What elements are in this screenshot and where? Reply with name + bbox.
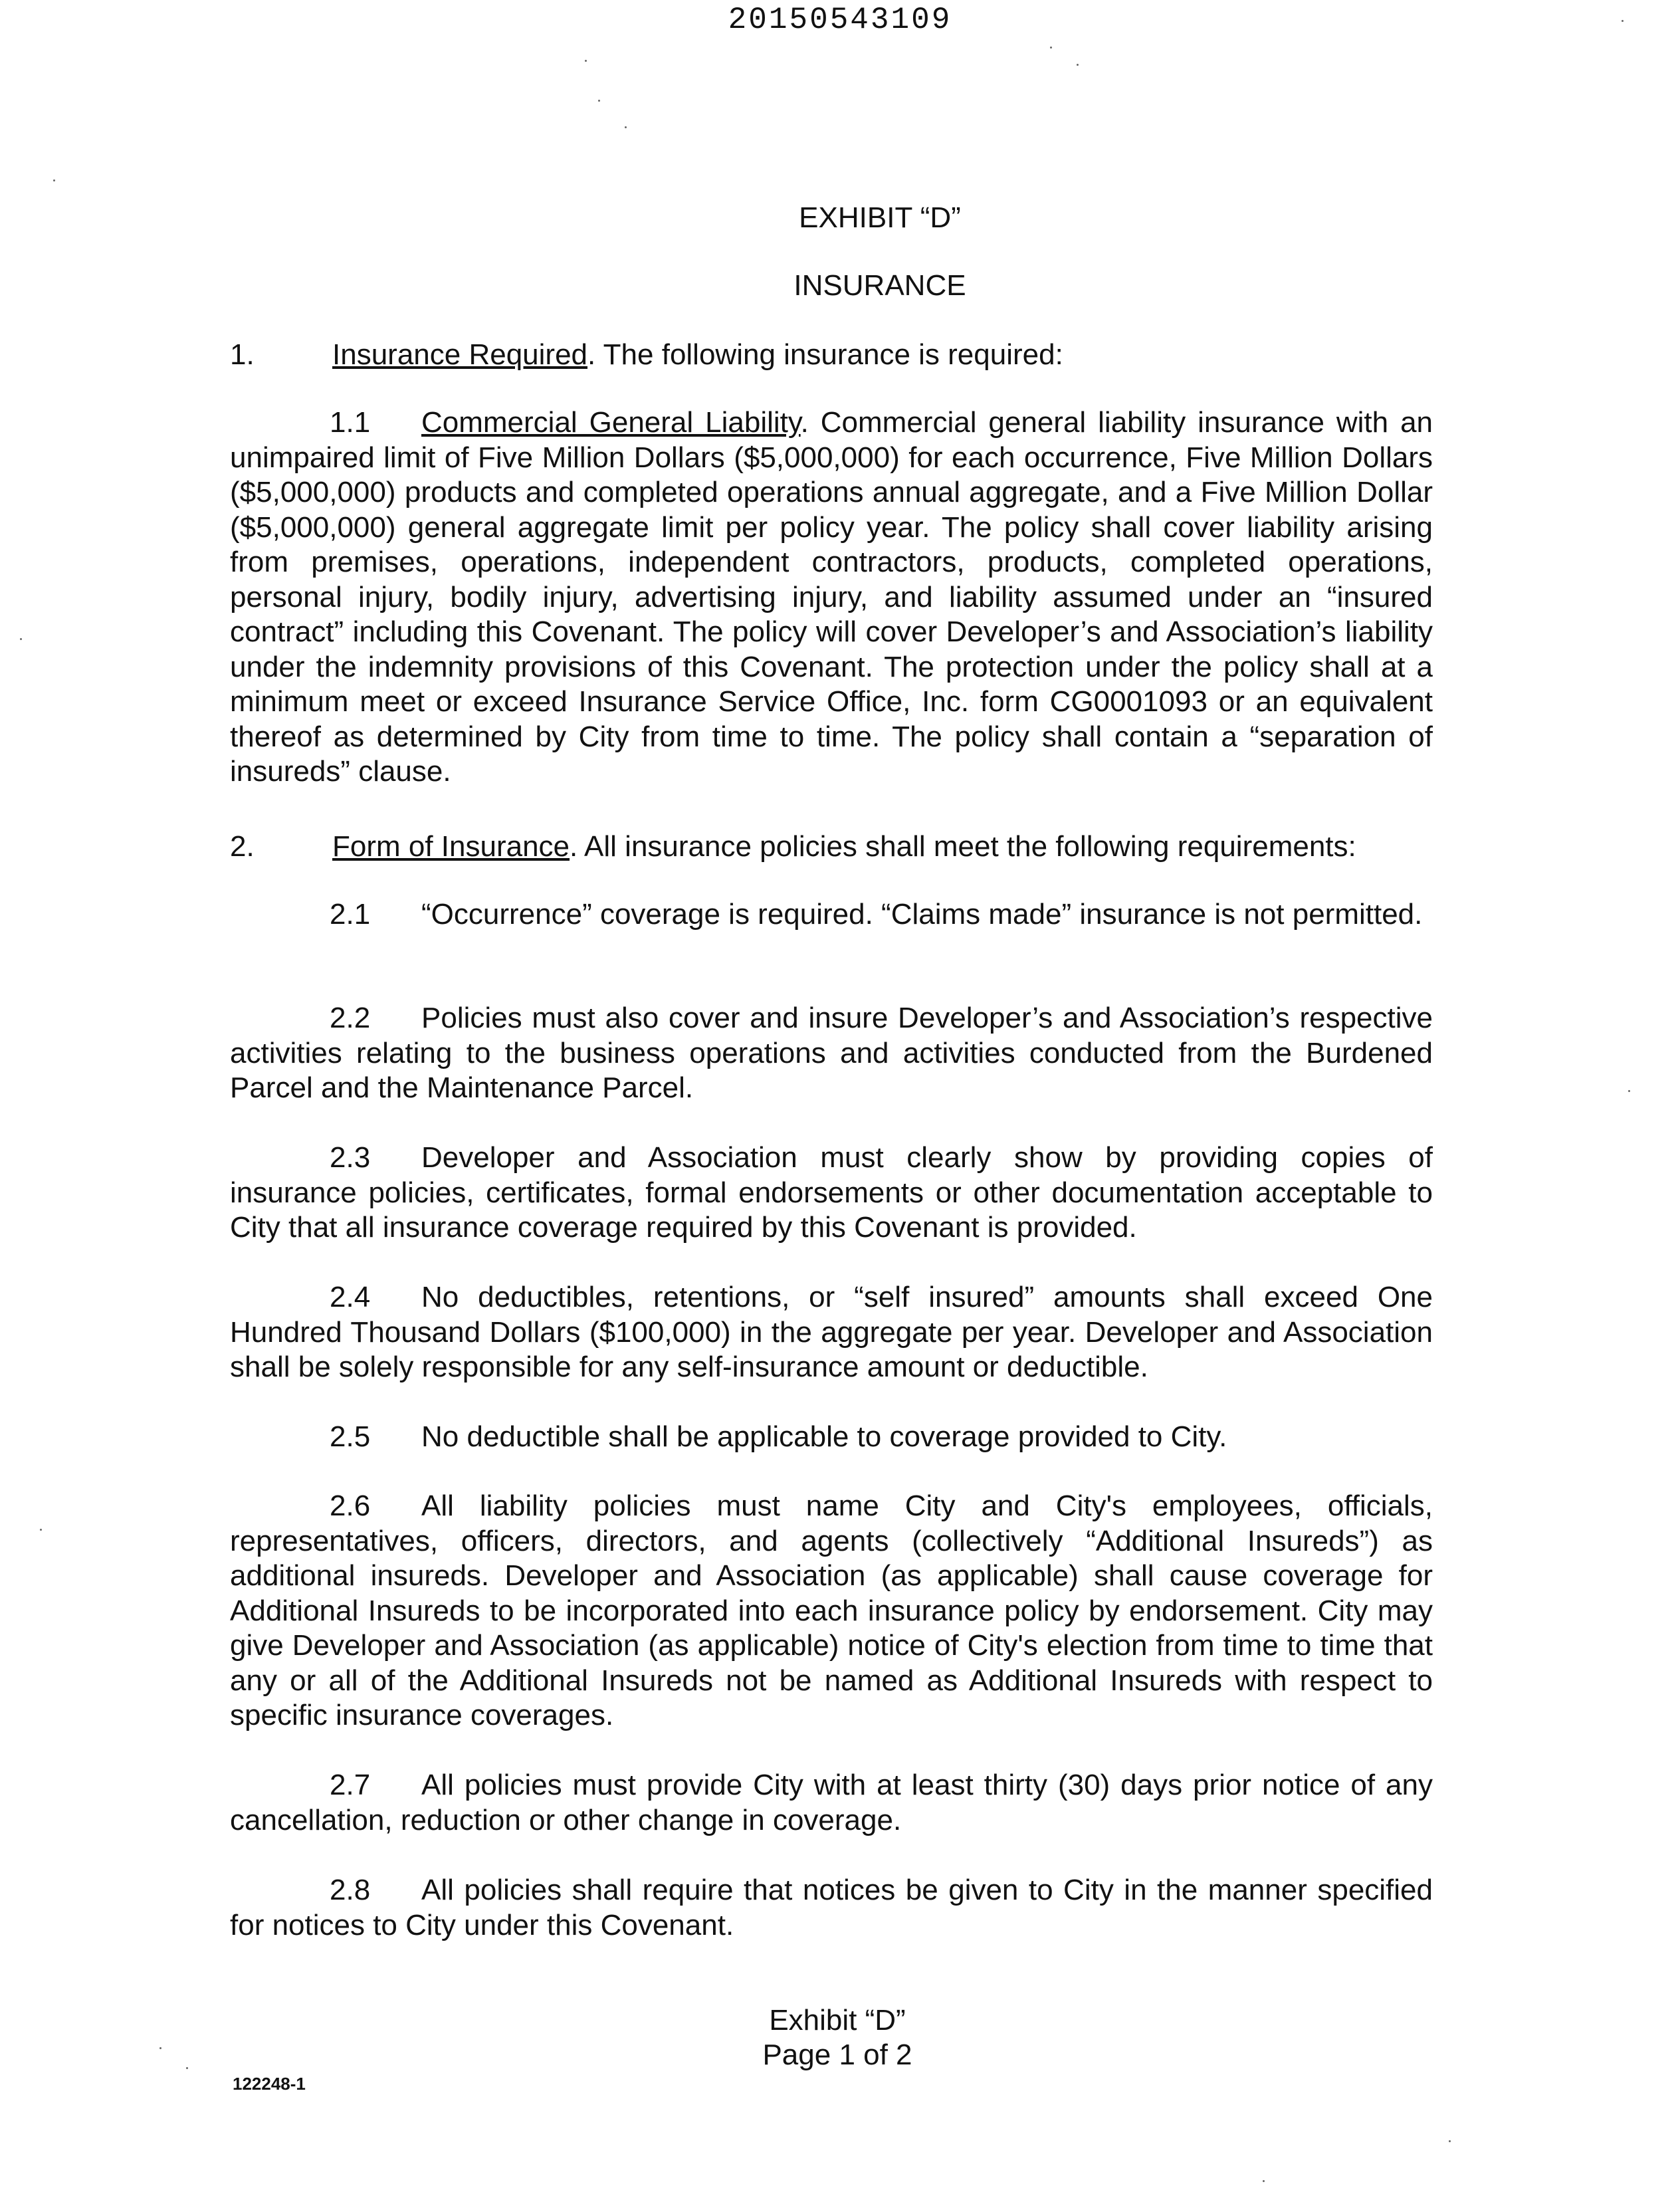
section-number: 2.5	[330, 1420, 371, 1453]
section-2-1	[230, 897, 1433, 933]
scan-speck	[1077, 64, 1079, 66]
section-text: Policies must also cover and insure Developer’s and Association’s respective activities relating to the business operations and activities conducted from the Burdened Parcel and the Maintenance Parcel.	[230, 1002, 1433, 1104]
section-2-8	[230, 1873, 1433, 1943]
scan-speck	[186, 2067, 188, 2069]
section-number: 2.1	[330, 898, 371, 931]
section-text: “Occurrence” coverage is required. “Claims made” insurance is not permitted.	[421, 898, 1423, 931]
section-2-7	[230, 1768, 1433, 1838]
section-number: 2.8	[330, 1874, 371, 1906]
section-number: 2.7	[330, 1769, 371, 1801]
section-number: 2.2	[330, 1002, 371, 1034]
document-id: 122248-1	[233, 2074, 306, 2094]
footer-exhibit-label: Exhibit “D”	[769, 2004, 906, 2037]
scan-speck	[1449, 2140, 1451, 2142]
section-text: No deductible shall be applicable to coverage provided to City.	[421, 1420, 1227, 1453]
insurance-title: INSURANCE	[793, 269, 966, 302]
section-1-1	[230, 405, 1433, 790]
section-number: 2.3	[330, 1141, 371, 1174]
scan-speck	[1628, 1090, 1630, 1092]
section-title: Commercial General Liability	[421, 406, 801, 439]
section-text: All policies shall require that notices be given to City in the manner specified for notices to City under this Covenant.	[230, 1874, 1433, 1941]
scan-speck	[20, 638, 22, 640]
section-2-4	[230, 1280, 1433, 1385]
scan-speck	[40, 1529, 42, 1531]
section-number: 2.	[230, 830, 255, 863]
section-number: 2.6	[330, 1490, 371, 1522]
scan-speck	[1263, 2180, 1265, 2182]
section-text: Developer and Association must clearly show by providing copies of insurance policies, certificates, formal endorsements or other documentation acceptable to City that all insurance coverage required by this Covenant is provided.	[230, 1141, 1433, 1244]
section-number: 2.4	[330, 1281, 371, 1313]
footer-page-number: Page 1 of 2	[762, 2039, 912, 2071]
section-2-5	[230, 1420, 1433, 1455]
scan-speck	[598, 100, 600, 102]
section-text: . All insurance policies shall meet the following requirements:	[570, 830, 1356, 863]
section-number: 1.	[230, 338, 255, 371]
section-text: All policies must provide City with at least thirty (30) days prior notice of any cancellation, reduction or other change in coverage.	[230, 1769, 1433, 1836]
scan-speck	[1622, 20, 1624, 22]
section-title: Insurance Required	[332, 338, 588, 371]
section-text: . The following insurance is required:	[587, 338, 1063, 371]
scan-speck	[159, 2047, 161, 2049]
section-number: 1.1	[330, 406, 371, 439]
section-2-3	[230, 1141, 1433, 1246]
section-text: No deductibles, retentions, or “self insured” amounts shall exceed One Hundred Thousand Dollars ($100,000) in the aggregate per year. Developer and Association shall be solely responsible for any self-insurance amount or deductible.	[230, 1281, 1433, 1383]
section-2	[230, 830, 1433, 865]
scan-speck	[625, 126, 627, 128]
section-1	[230, 338, 1433, 373]
exhibit-heading: EXHIBIT “D”	[799, 201, 961, 234]
recording-number: 20150543109	[728, 3, 952, 37]
scan-speck	[53, 179, 55, 181]
section-2-2	[230, 1001, 1433, 1106]
scan-speck	[1050, 47, 1052, 49]
section-text: . Commercial general liability insurance with an unimpaired limit of Five Million Dollars ($5,000,000) for each occurrence, Five Million Dollars ($5,000,000) products and completed operations annual aggregate, and a Five Million Dollar ($5,000,000) general aggregate limit per policy year. The policy shall cover liability arising from premises, operations, independent contractors, products, completed operations, personal injury, bodily injury, advertising injury, and liability assumed under an “insured contract” including this Covenant. The policy will cover Developer’s and Association’s liability under the indemnity provisions of this Covenant. The protection under the policy shall at a minimum meet or exceed Insurance Service Office, Inc. form CG0001093 or an equivalent thereof as determined by City from time to time. The policy shall contain a “separation of insureds” clause.	[230, 406, 1433, 788]
section-2-6	[230, 1489, 1433, 1733]
scan-speck	[585, 60, 587, 62]
section-text: All liability policies must name City and City's employees, officials, representatives, officers, directors, and agents (collectively “Additional Insureds”) as additional insureds. Developer and Association (as applicable) shall cause coverage for Additional Insureds to be incorporated into each insurance policy by endorsement. City may give Developer and Association (as applicable) notice of City's election from time to time that any or all of the Additional Insureds not be named as Additional Insureds with respect to specific insurance coverages.	[230, 1490, 1433, 1731]
section-title: Form of Insurance	[332, 830, 570, 863]
